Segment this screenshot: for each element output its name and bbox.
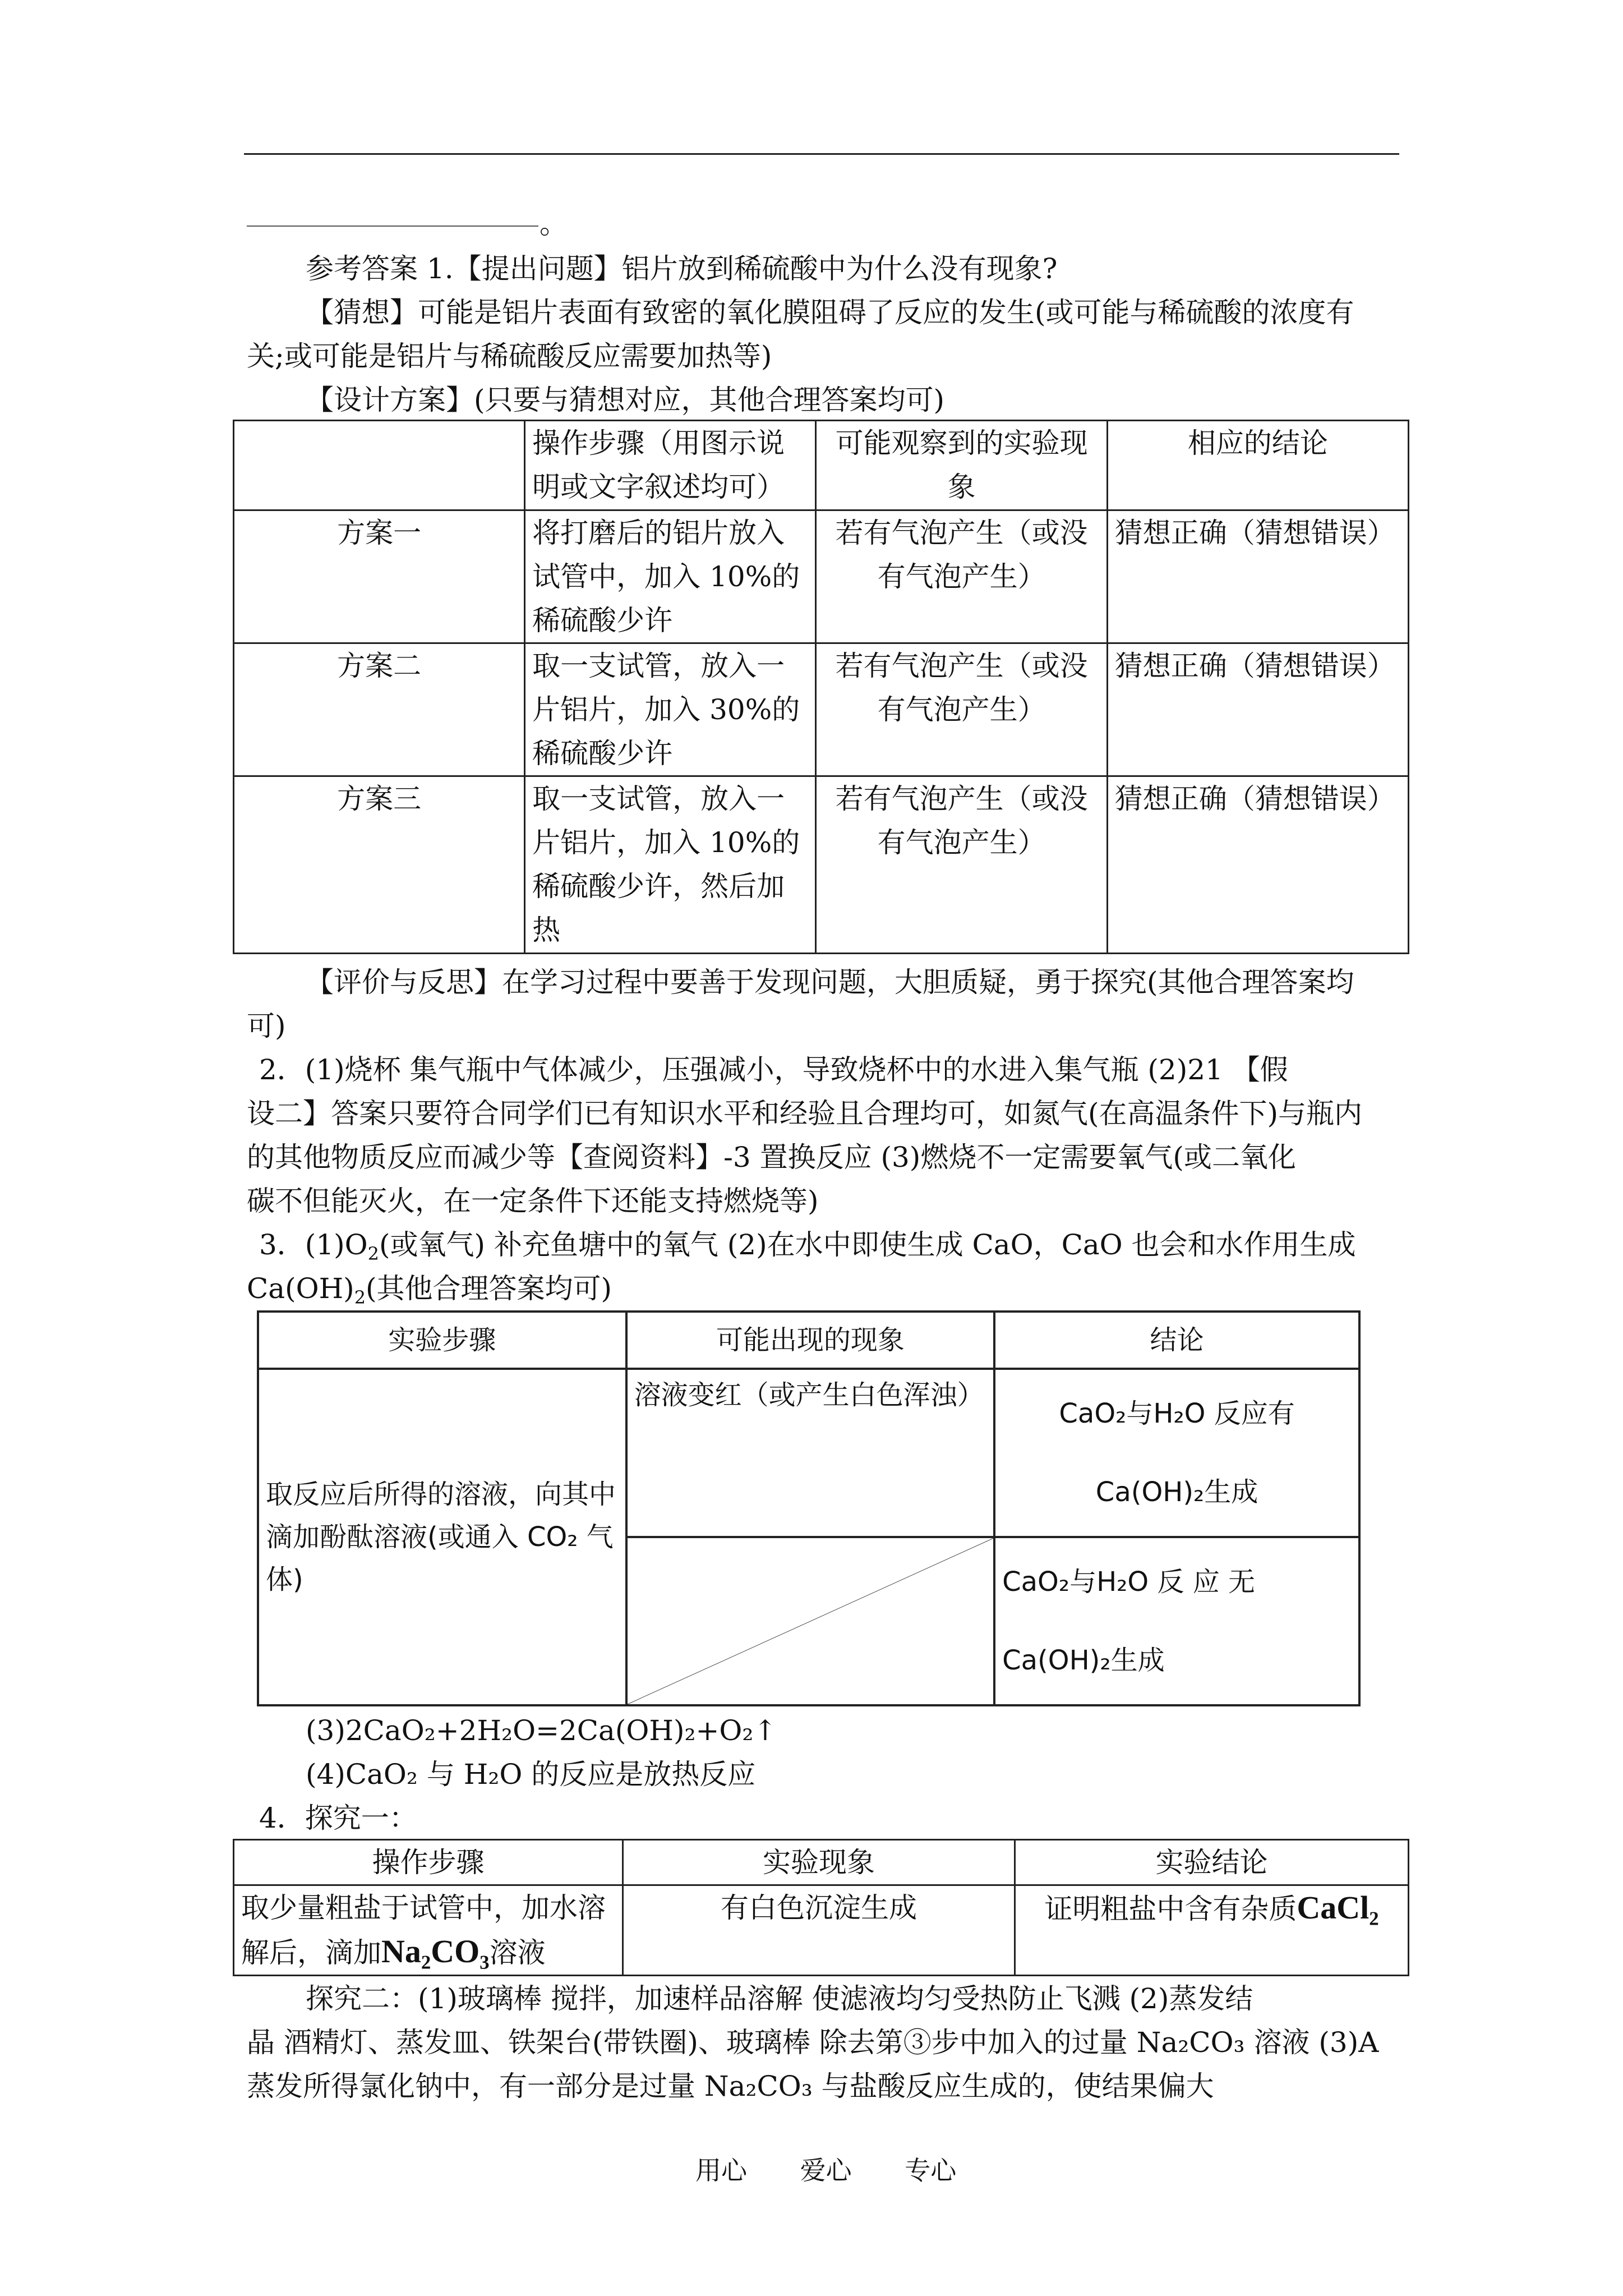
answer1-line1: 参考答案 1.【提出问题】铝片放到稀硫酸中为什么没有现象? bbox=[306, 252, 1058, 285]
plan-row-name: 方案一 bbox=[234, 510, 525, 643]
salt-step: 取少量粗盐于试管中，加水溶解后，滴加Na₂CO₃溶液 bbox=[234, 1885, 623, 1976]
plan-row-conclusion: 猜想正确（猜想错误） bbox=[1107, 510, 1408, 643]
answer1-guess-cont: 关;或可能是铝片与稀硫酸反应需要加热等) bbox=[247, 340, 772, 372]
plan-row-conclusion: 猜想正确（猜想错误） bbox=[1107, 643, 1408, 776]
salt-header-conclusion: 实验结论 bbox=[1015, 1840, 1408, 1885]
answer3-line1: 3．$(1)O_2$(或氧气) 补充鱼塘中的氧气 (2)在水中即使生成 CaO，CaO 也会和水作用生成 bbox=[259, 1228, 1356, 1264]
reflection-line2: 可) bbox=[247, 1010, 286, 1042]
diagonal-cell bbox=[626, 1537, 995, 1705]
plan-row-observation: 若有气泡产生（或没有气泡产生） bbox=[816, 510, 1107, 643]
experiment-header-step: 实验步骤 bbox=[258, 1312, 626, 1369]
salt-header-step: 操作步骤 bbox=[234, 1840, 623, 1885]
experiment-table bbox=[257, 1310, 1361, 1704]
plan-header-observation: 可能观察到的实验现象 bbox=[816, 421, 1107, 510]
answer2-line2: 设二】答案只要符合同学们已有知识水平和经验且合理均可，如氮气(在高温条件下)与瓶内 bbox=[247, 1097, 1363, 1130]
plan-row-conclusion: 猜想正确（猜想错误） bbox=[1107, 776, 1408, 954]
explore2-line1: 探究二：(1)玻璃棒 搅拌，加速样品溶解 使滤液均匀受热防止飞溅 (2)蒸发结 bbox=[306, 1982, 1253, 2015]
experiment-conclusion-no: CaO₂与H₂O 反 应 无 Ca(OH)₂生成 bbox=[994, 1537, 1359, 1705]
answer3-line2: $Ca(OH)_2$(其他合理答案均可) bbox=[247, 1272, 612, 1308]
plan-row-step: 取一支试管，放入一片铝片，加入 30%的稀硫酸少许 bbox=[525, 643, 816, 776]
plan-row-step: 将打磨后的铝片放入试管中，加入 10%的稀硫酸少许 bbox=[525, 510, 816, 643]
experiment-conclusion-yes: CaO₂与H₂O 反应有 Ca(OH)₂生成 bbox=[994, 1369, 1359, 1537]
experiment-step: 取反应后所得的溶液，向其中滴加酚酞溶液(或通入 CO₂ 气体) bbox=[258, 1369, 626, 1705]
experiment-header-phenomenon: 可能出现的现象 bbox=[626, 1312, 995, 1369]
reflection-line1: 【评价与反思】在学习过程中要善于发现问题，大胆质疑，勇于探究(其他合理答案均 bbox=[306, 966, 1354, 999]
equation-4: (4)CaO₂ 与 H₂O 的反应是放热反应 bbox=[306, 1758, 756, 1791]
plan-row-step: 取一支试管，放入一片铝片，加入 10%的稀硫酸少许，然后加热 bbox=[525, 776, 816, 954]
answer2-line1: 2．(1)烧杯 集气瓶中气体减少，压强减小，导致烧杯中的水进入集气瓶 (2)21 【假 bbox=[259, 1053, 1288, 1086]
plan-header-conclusion: 相应的结论 bbox=[1107, 421, 1408, 510]
plan-row-name: 方案三 bbox=[234, 776, 525, 954]
plan-row-observation: 若有气泡产生（或没有气泡产生） bbox=[816, 776, 1107, 954]
equation-3: (3)2CaO₂+2H₂O=2Ca(OH)₂+O₂↑ bbox=[306, 1714, 777, 1747]
salt-observation: 有白色沉淀生成 bbox=[623, 1885, 1015, 1976]
answer2-line3: 的其他物质反应而减少等【查阅资料】-3 置换反应 (3)燃烧不一定需要氧气(或二氧化 bbox=[247, 1141, 1296, 1174]
diagonal-line bbox=[628, 1538, 994, 1704]
salt-table bbox=[233, 1839, 1409, 1976]
answer1-guess: 【猜想】可能是铝片表面有致密的氧化膜阻碍了反应的发生(或可能与稀硫酸的浓度有 bbox=[306, 296, 1354, 329]
header-rule bbox=[244, 153, 1399, 155]
answer2-line4: 碳不但能灭火，在一定条件下还能支持燃烧等) bbox=[247, 1185, 819, 1217]
plan-header-empty bbox=[234, 421, 525, 510]
explore2-line3: 蒸发所得氯化钠中，有一部分是过量 Na₂CO₃ 与盐酸反应生成的，使结果偏大 bbox=[247, 2070, 1214, 2102]
plan-table bbox=[233, 420, 1409, 954]
experiment-phenomenon: 溶液变红（或产生白色浑浊） bbox=[626, 1369, 995, 1537]
explore2-line2: 晶 酒精灯、蒸发皿、铁架台(带铁圈)、玻璃棒 除去第③步中加入的过量 Na₂CO₃ 溶液 (3)A bbox=[247, 2026, 1379, 2059]
experiment-header-conclusion: 结论 bbox=[994, 1312, 1359, 1369]
plan-row-observation: 若有气泡产生（或没有气泡产生） bbox=[816, 643, 1107, 776]
blank-period: 。 bbox=[540, 208, 568, 240]
salt-header-observation: 实验现象 bbox=[623, 1840, 1015, 1885]
plan-header-step: 操作步骤（用图示说明或文字叙述均可） bbox=[525, 421, 816, 510]
salt-conclusion: 证明粗盐中含有杂质CaCl₂ bbox=[1015, 1885, 1408, 1976]
answer1-design: 【设计方案】(只要与猜想对应，其他合理答案均可) bbox=[306, 384, 945, 416]
answer4-title: 4．探究一： bbox=[259, 1802, 417, 1834]
plan-row-name: 方案二 bbox=[234, 643, 525, 776]
blank-underline bbox=[247, 226, 538, 227]
page-footer: 用心 爱心 专心 bbox=[695, 2155, 957, 2185]
